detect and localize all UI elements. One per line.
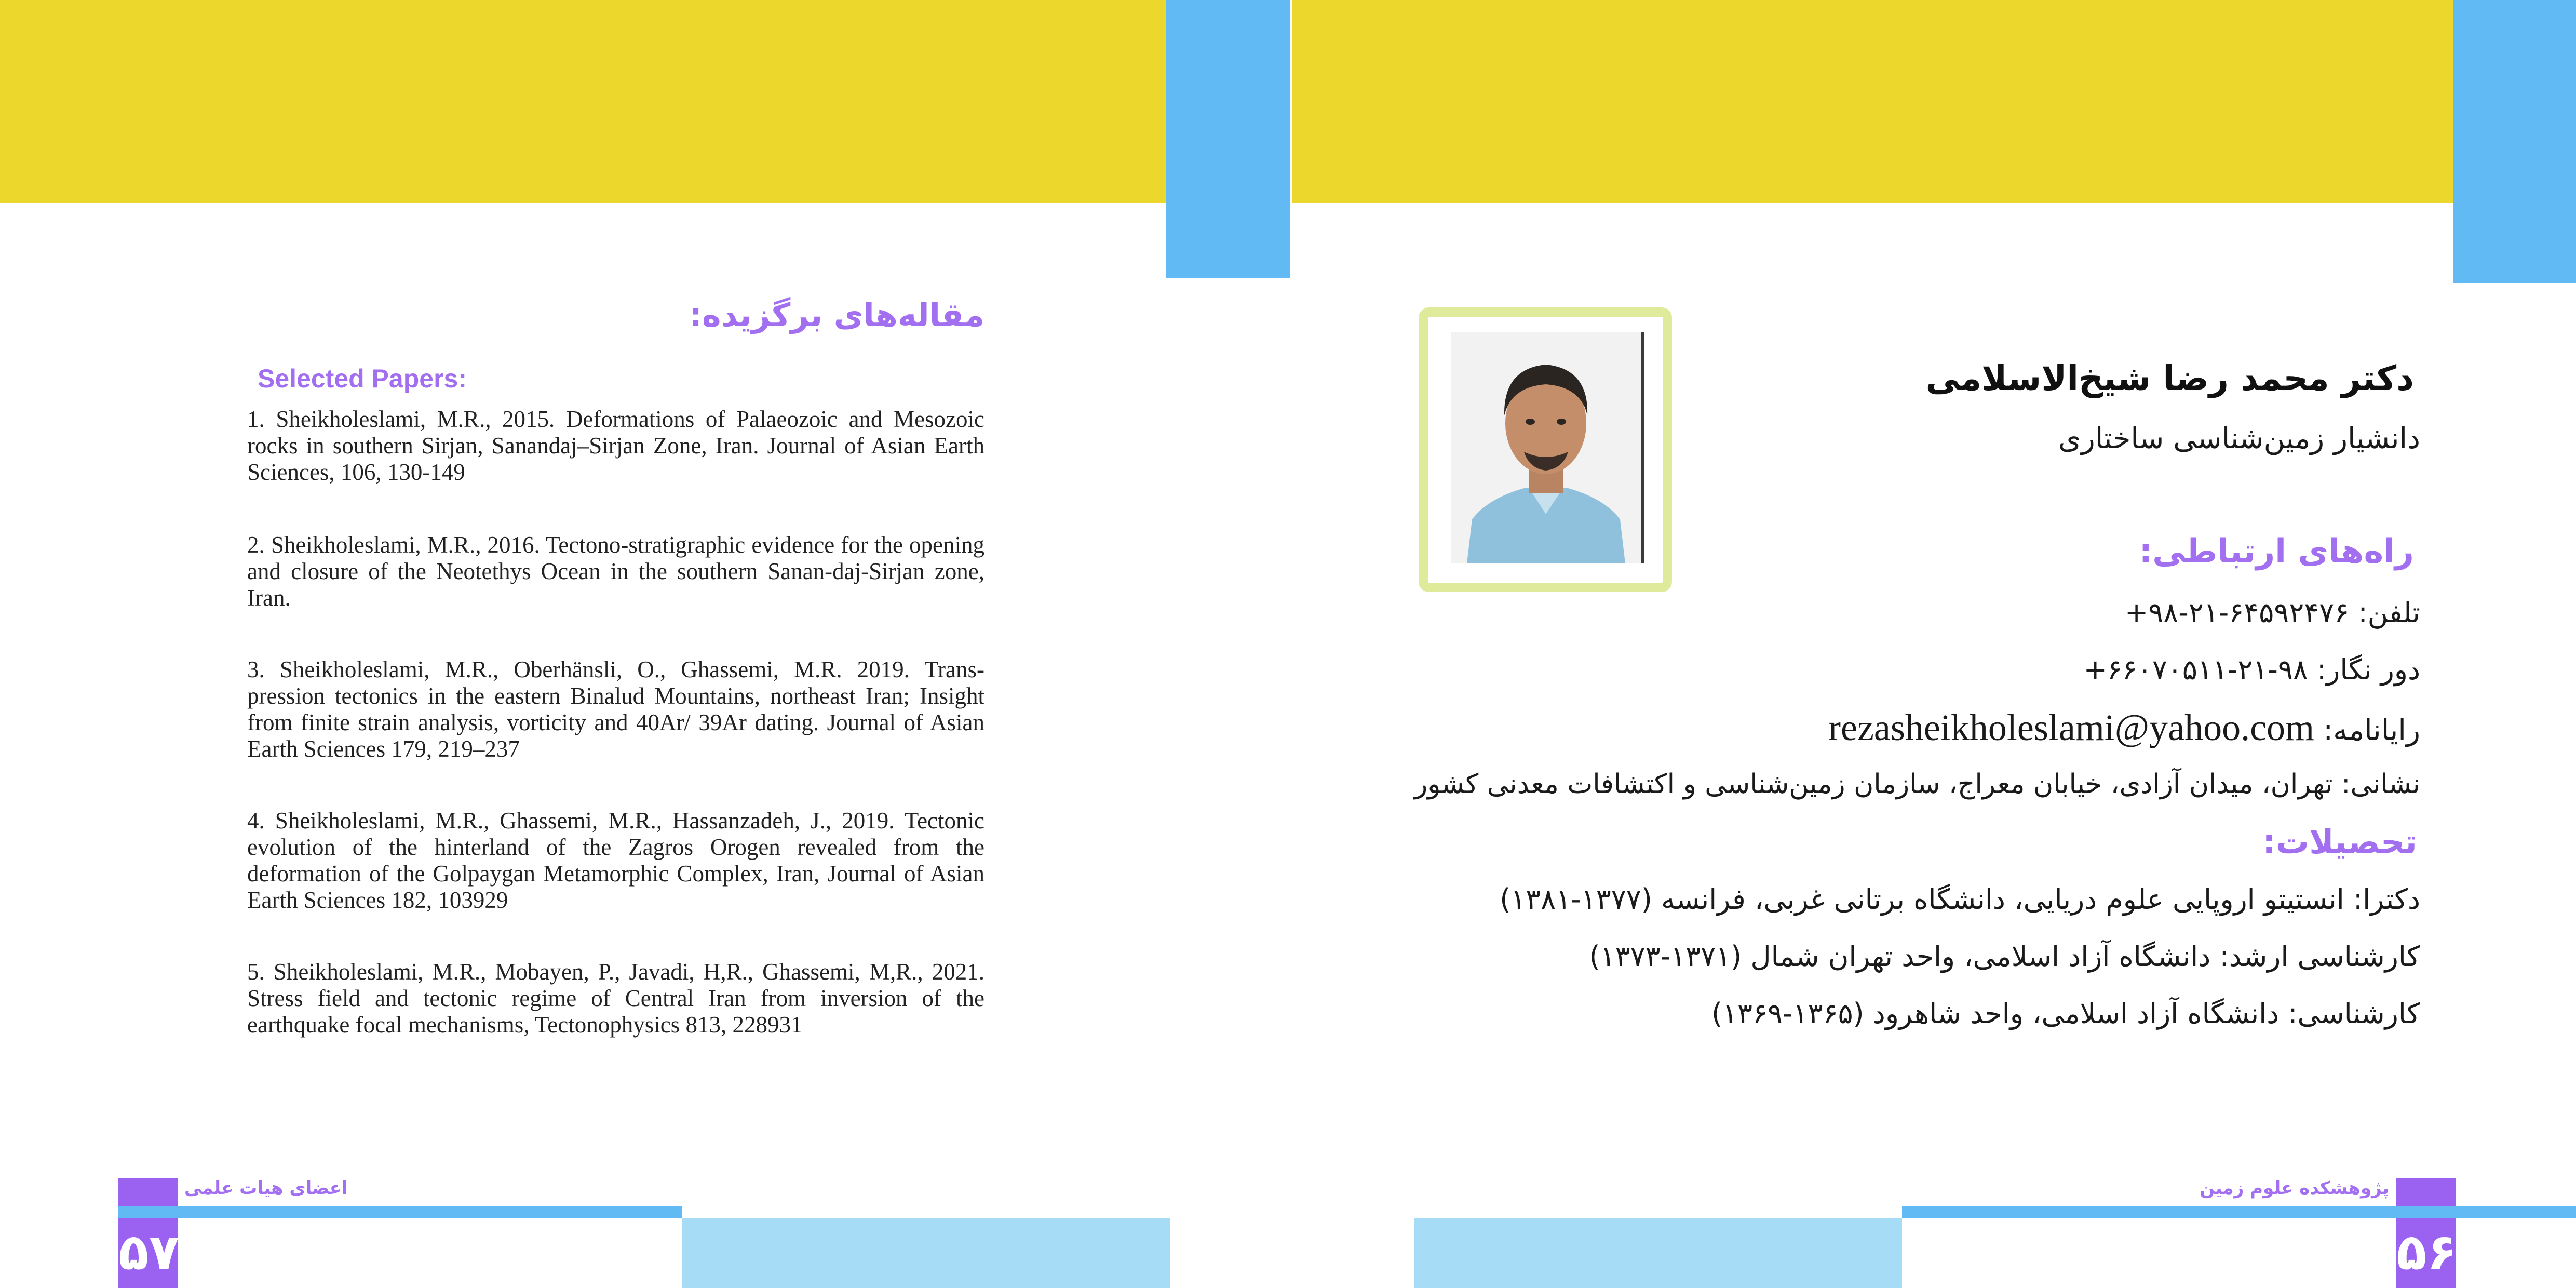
- phone-number: تلفن: ۶۴۵۹۲۴۷۶-۲۱-۹۸+: [2125, 596, 2420, 629]
- selected-papers-title: مقاله‌های برگزیده:: [689, 296, 984, 334]
- paper-item-5: 5. Sheikholeslami, M.R., Mobayen, P., Javadi, H,R., Ghassemi, M,R., 2021. Stress field and tectonic regime of Central Iran from inversion of the earthquake focal mechanisms, Tectonophysics 813, 228931: [247, 959, 984, 1038]
- email-address[interactable]: rezasheikholeslami@yahoo.com: [1828, 707, 2315, 748]
- right-header-blue-block: [2453, 0, 2576, 283]
- email-row: [1828, 706, 2420, 749]
- paper-item-2: 2. Sheikholeslami, M.R., 2016. Tectono-stratigraphic evidence for the opening and closure of the Neotethys Ocean in the southern Sanan-daj-Sirjan zone, Iran.: [247, 532, 984, 611]
- paper-item-3: 3. Sheikholeslami, M.R., Oberhänsli, O., Ghassemi, M.R. 2019. Trans-pression tectonics in the eastern Binalud Mountains, northeast Iran; Insight from finite strain analysis, vorticity and 40Ar/ 39Ar dating. Journal of Asian Earth Sciences 179, 219–237: [247, 656, 984, 762]
- left-footer-square-top: [118, 1178, 178, 1206]
- right-footer-line: [1902, 1206, 2576, 1218]
- education-title: تحصیلات:: [2262, 823, 2417, 862]
- profile-photo: [1451, 332, 1641, 564]
- right-page-number: ۵۶: [2396, 1218, 2456, 1288]
- postal-address: نشانی: تهران، میدان آزادی، خیابان معراج، سازمان زمین‌شناسی و اکتشافات معدنی کشور: [1414, 769, 2420, 800]
- education-phd: دکترا: انستیتو اروپایی علوم دریایی، دانشگاه برتانی غربی، فرانسه (۱۳۷۷-۱۳۸۱): [1500, 883, 2420, 916]
- person-portrait-icon: [1451, 332, 1641, 564]
- selected-papers-label: Selected Papers:: [258, 364, 467, 393]
- faculty-position: دانشیار زمین‌شناسی ساختاری: [2058, 422, 2420, 455]
- right-header-band: [1292, 0, 2453, 203]
- left-page-number: ۵۷: [118, 1218, 178, 1288]
- left-footer-line: [118, 1206, 682, 1218]
- right-footer-light-block: [1414, 1218, 1902, 1288]
- faculty-name: دکتر محمد رضا شیخ‌الاسلامی: [1925, 358, 2414, 398]
- email-label: رایانامه:: [2323, 714, 2420, 747]
- education-bsc: کارشناسی: دانشگاه آزاد اسلامی، واحد شاهرود (۱۳۶۵-۱۳۶۹): [1711, 997, 2420, 1030]
- left-header-band: [0, 0, 1166, 203]
- education-msc: کارشناسی ارشد: دانشگاه آزاد اسلامی، واحد تهران شمال (۱۳۷۱-۱۳۷۳): [1589, 940, 2420, 973]
- left-footer-light-block: [682, 1218, 1170, 1288]
- left-footer-label: اعضای هیات علمی: [184, 1178, 348, 1199]
- paper-item-4: 4. Sheikholeslami, M.R., Ghassemi, M.R., Hassanzadeh, J., 2019. Tectonic evolution of the hinterland of the Zagros Orogen revealed from the deformation of the Golpaygan Metamorphic Complex, Iran, Journal of Asian Earth Sciences 182, 103929: [247, 808, 984, 913]
- paper-item-1: 1. Sheikholeslami, M.R., 2015. Deformations of Palaeozoic and Mesozoic rocks in southern Sirjan, Sanandaj–Sirjan Zone, Iran. Journal of Asian Earth Sciences, 106, 130-149: [247, 406, 984, 485]
- page-gutter: [1290, 0, 1292, 1288]
- fax-number: دور نگار: ۹۸-۲۱-۶۶۰۷۰۵۱۱+: [2083, 653, 2420, 686]
- right-footer-square-top: [2396, 1178, 2456, 1206]
- contact-title: راه‌های ارتباطی:: [2139, 532, 2414, 571]
- right-footer-label: پژوهشکده علوم زمین: [2200, 1178, 2389, 1199]
- left-header-blue-block: [1166, 0, 1290, 278]
